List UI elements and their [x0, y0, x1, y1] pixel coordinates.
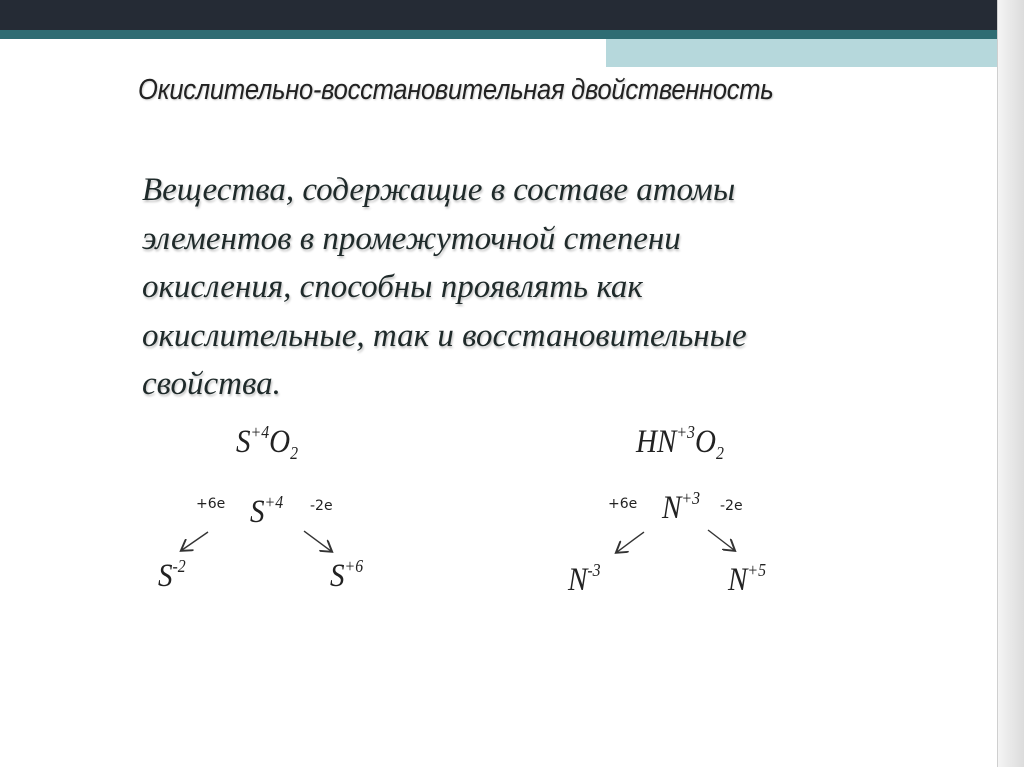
oxidation-state: +4	[264, 492, 284, 512]
formula-element: S	[330, 558, 345, 594]
sulfur-gain-label: +6e	[196, 496, 226, 512]
formula-element: N	[728, 562, 748, 598]
oxidation-state: +6	[344, 556, 364, 576]
nitrogen-gain-label: +6e	[608, 496, 638, 512]
paragraph-line-4: окислительные, так и восстановительные	[142, 317, 747, 354]
nitrogen-loss-label: -2e	[720, 498, 743, 514]
formula-subscript: 2	[290, 443, 299, 463]
sulfur-reduction-arrow	[182, 532, 208, 550]
formula-element: S	[158, 558, 173, 594]
oxidation-state: +3	[676, 422, 695, 442]
formula-element: S	[250, 494, 265, 530]
slide-title: Окислительно-восстановительная двойственность	[138, 74, 774, 106]
nitrogen-oxidation-arrow	[708, 530, 734, 550]
formula-element: N	[662, 490, 682, 526]
sulfur-oxidation-arrow	[304, 531, 331, 551]
paragraph-line-5: свойства.	[142, 366, 281, 402]
paragraph-line-3: окисления, способны проявлять как	[142, 269, 643, 305]
paragraph-line-1: Вещества, содержащие в составе атомы	[142, 172, 736, 208]
nitrogen-reduction-arrow	[617, 532, 644, 552]
oxidation-state: +3	[681, 488, 700, 508]
paragraph-line-2: элементов в промежуточной степени	[142, 220, 681, 257]
formula-element: N	[568, 562, 588, 598]
sulfur-loss-label: -2e	[310, 498, 333, 514]
oxidation-state: -2	[172, 556, 186, 576]
formula-element: O	[694, 424, 716, 460]
formula-element: O	[269, 424, 291, 460]
formula-subscript: 2	[715, 443, 724, 463]
oxidation-state: -3	[587, 560, 601, 580]
oxidation-state: +5	[747, 560, 766, 580]
formula-element: S	[236, 424, 251, 460]
formula-element: HN	[636, 424, 677, 460]
oxidation-state: +4	[250, 422, 270, 442]
